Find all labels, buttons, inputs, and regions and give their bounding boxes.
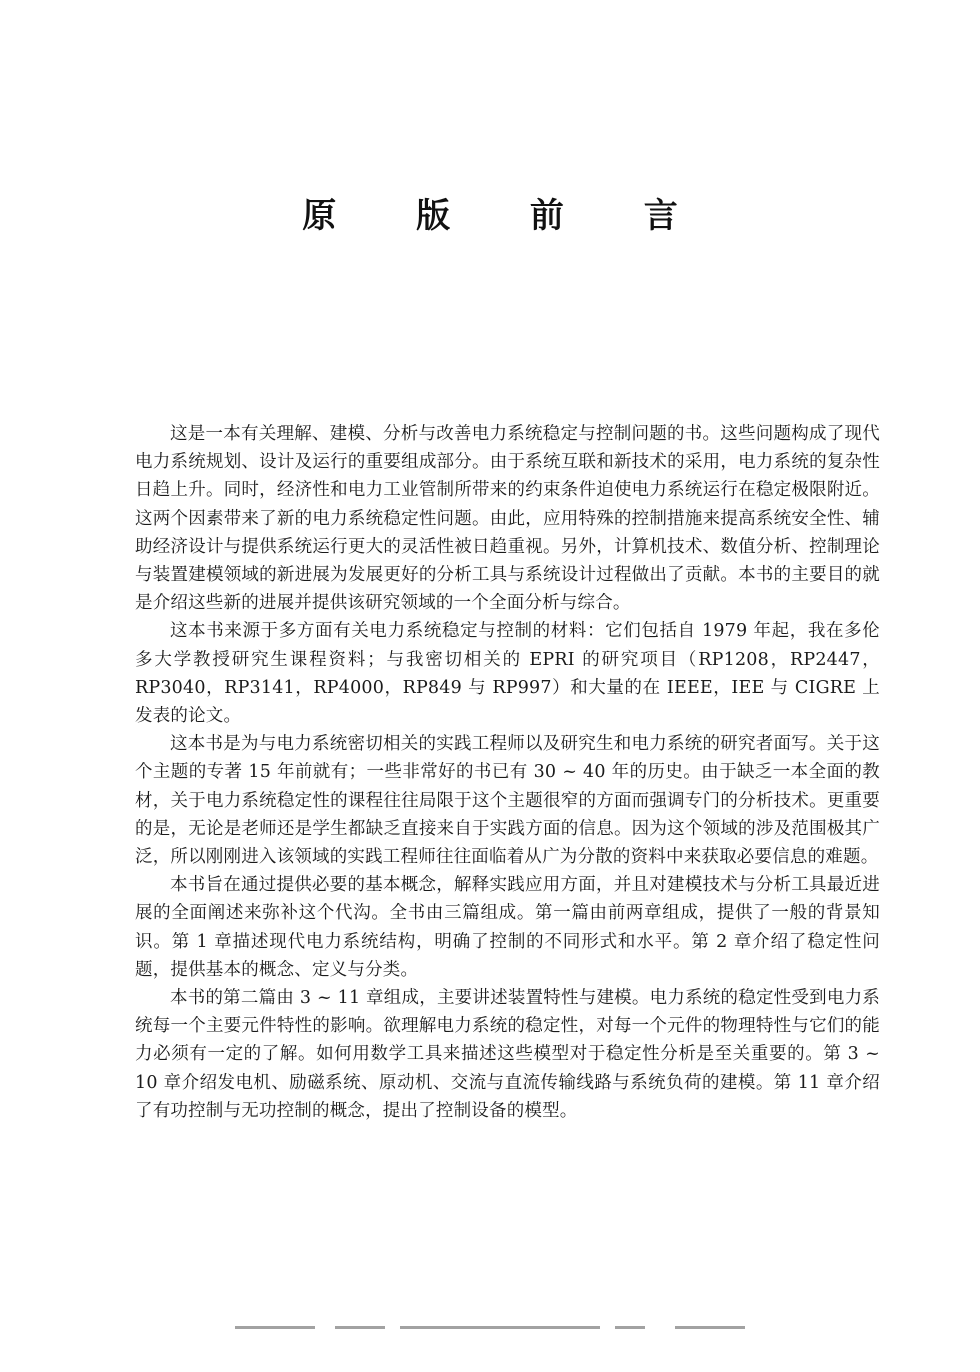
body-text (135, 420, 880, 1125)
paragraph-2: 这本书来源于多方面有关电力系统稳定与控制的材料：它们包括自 1979 年起，我在多伦多大学教授研究生课程资料；与我密切相关的 EPRI 的研究项目（RP1208，RP2447，RP3040，RP3141，RP4000，RP849 与 RP997）和大量的在 IEEE，IEE 与 CIGRE 上发表的论文。 (135, 621, 880, 727)
paragraph-1: 这是一本有关理解、建模、分析与改善电力系统稳定与控制问题的书。这些问题构成了现代电力系统规划、设计及运行的重要组成部分。由于系统互联和新技术的采用，电力系统的复杂性日趋上升。同时，经济性和电力工业管制所带来的约束条件迫使电力系统运行在稳定极限附近。这两个因素带来了新的电力系统稳定性问题。由此，应用特殊的控制措施来提高系统安全性、辅助经济设计与提供系统运行更大的灵活性被日趋重视。另外，计算机技术、数值分析、控制理论与装置建模领域的新进展为发展更好的分析工具与系统设计过程做出了贡献。本书的主要目的就是介绍这些新的进展并提供该研究领域的一个全面分析与综合。 (135, 424, 880, 614)
scan-artifact (235, 1326, 755, 1331)
page-title: 原 版 前 言 (302, 196, 712, 236)
paragraph-4: 本书旨在通过提供必要的基本概念，解释实践应用方面，并且对建模技术与分析工具最近进展的全面阐述来弥补这个代沟。全书由三篇组成。第一篇由前两章组成，提供了一般的背景知识。第 1 章描述现代电力系统结构，明确了控制的不同形式和水平。第 2 章介绍了稳定性问题，提供基本的概念、定义与分类。 (135, 875, 880, 980)
paragraph-3: 这本书是为与电力系统密切相关的实践工程师以及研究生和电力系统的研究者面写。关于这个主题的专著 15 年前就有；一些非常好的书已有 30 ~ 40 年的历史。由于缺乏一本全面的教材，关于电力系统稳定性的课程往往局限于这个主题很窄的方面而强调专门的分析技术。更重要的是，无论是老师还是学生都缺乏直接来自于实践方面的信息。因为这个领域的涉及范围极其广泛，所以刚刚进入该领域的实践工程师往往面临着从广为分散的资料中来获取必要信息的难题。 (135, 734, 880, 868)
paragraph-5: 本书的第二篇由 3 ~ 11 章组成，主要讲述装置特性与建模。电力系统的稳定性受到电力系统每一个主要元件特性的影响。欲理解电力系统的稳定性，对每一个元件的物理特性与它们的能力必须有一定的了解。如何用数学工具来描述这些模型对于稳定性分析是至关重要的。第 3 ~ 10 章介绍发电机、励磁系统、原动机、交流与直流传输线路与系统负荷的建模。第 11 章介绍了有功控制与无功控制的概念，提出了控制设备的模型。 (135, 988, 880, 1121)
